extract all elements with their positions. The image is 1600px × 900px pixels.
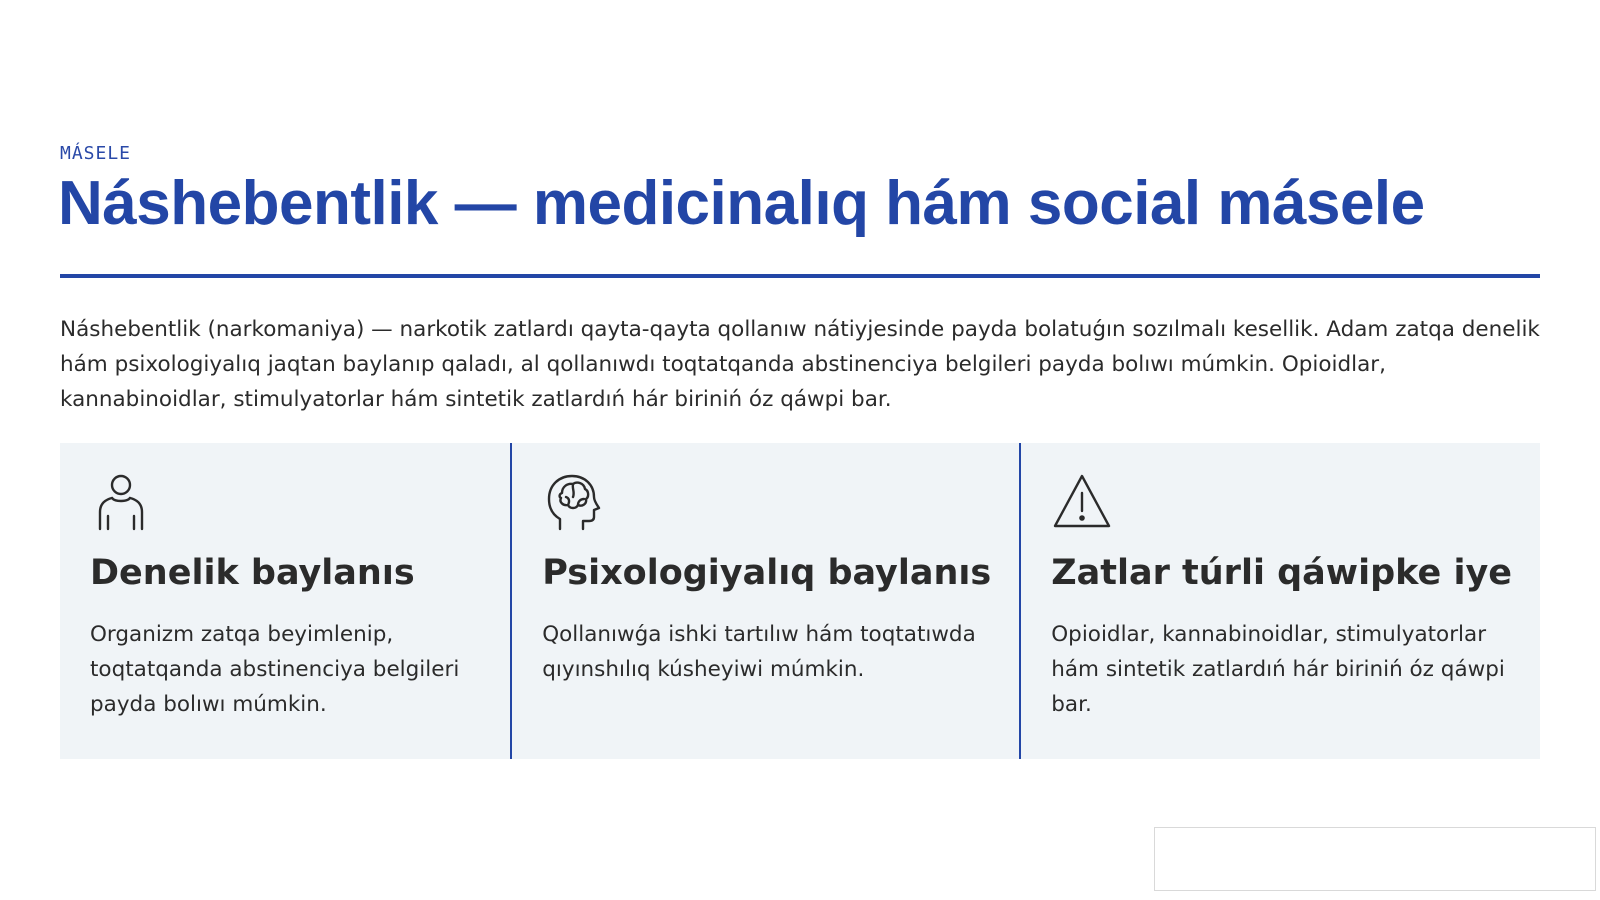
card-text: Organizm zatqa beyimlenip, toqtatqanda abstinenciya belgileri payda bolıwı múmkin. [90,622,460,717]
empty-corner-box [1154,827,1596,891]
card-substance-risks [1019,443,1540,759]
card-heading: Zatlar túrli qáwipke iye [1051,553,1512,593]
person-icon [90,471,152,533]
card-text: Opioidlar, kannabinoidlar, stimulyatorlar hám sintetik zatlardıń hár biriniń óz qáwpi bar. [1051,622,1505,717]
brain-head-icon [542,471,604,533]
card-heading: Denelik baylanıs [90,553,415,593]
card-psychological-dependence [510,443,1019,759]
warning-triangle-icon [1051,471,1113,533]
title-divider [60,274,1540,278]
intro-paragraph: Náshebentlik (narkomaniya) — narkotik zatlardı qayta-qayta qollanıw nátiyjesinde payda bolatuǵın sozılmalı kesellik. Adam zatqa denelik hám psixologiyalıq jaqtan baylanıp qaladı, al qollanıwdı toqtatqanda abstinenciya belgileri payda bolıwı múmkin. Opioidlar, kannabinoidlar, stimulyatorlar hám sintetik zatlardıń hár biriniń óz qáwpi bar. [60,317,1540,412]
card-heading: Psixologiyalıq baylanıs [542,553,992,593]
card-text: Qollanıwǵa ishki tartılıw hám toqtatıwda qıyınshılıq kúsheyiwi múmkin. [542,622,976,682]
slide-title: Náshebentlik — medicinalıq hám social másele [58,169,1425,238]
section-kicker: MÁSELE [60,143,132,164]
info-cards [60,443,1540,759]
card-physical-dependence [60,443,510,759]
